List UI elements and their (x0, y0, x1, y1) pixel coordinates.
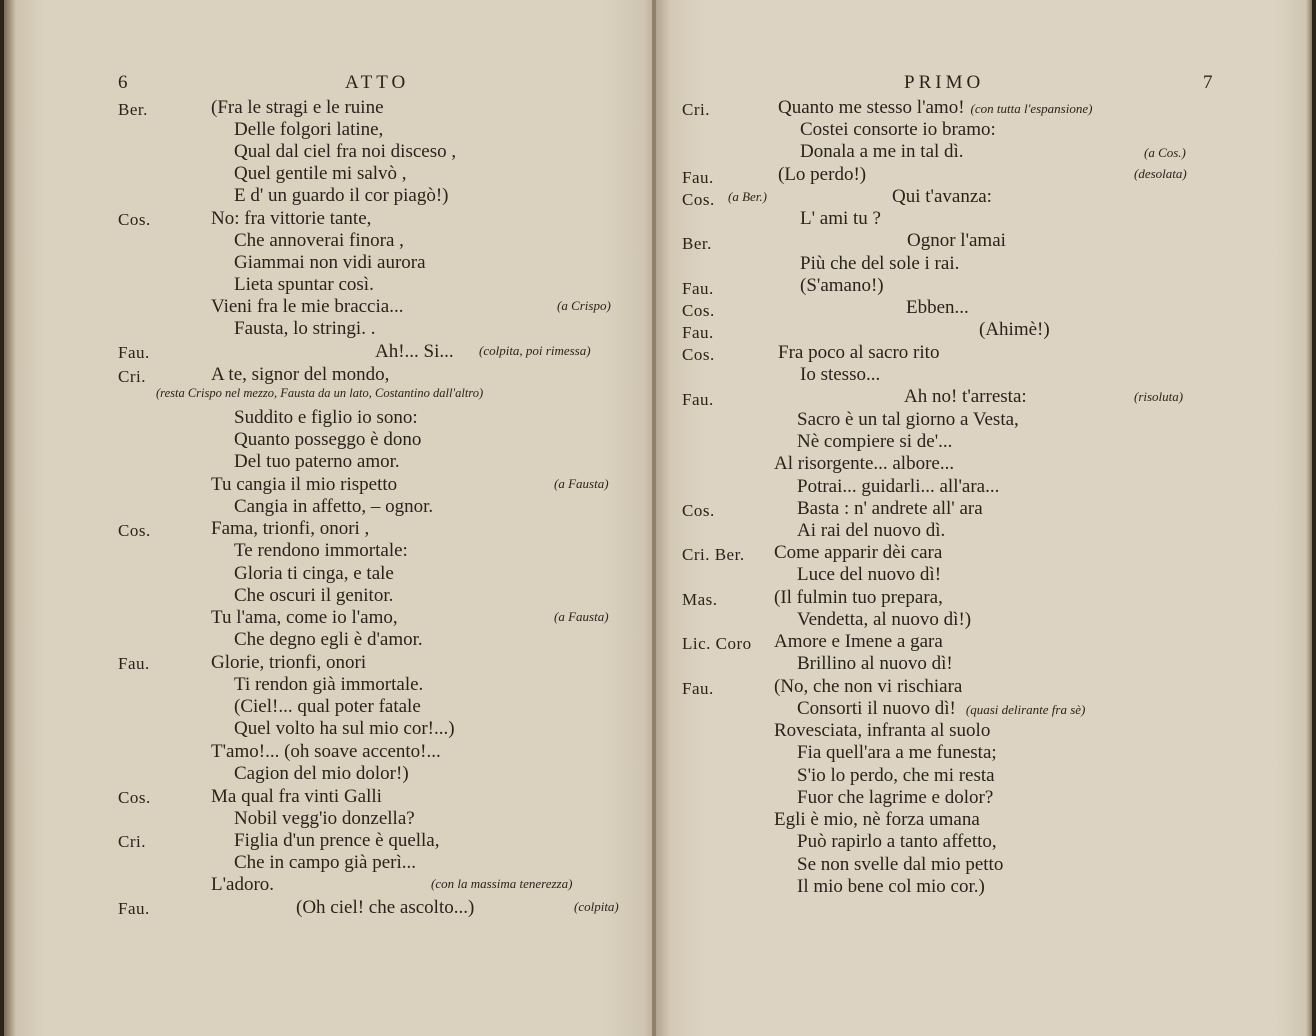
verse-line: Brillino al nuovo dì! (797, 653, 953, 674)
verse-line: Cangia in affetto, – ognor. (234, 496, 434, 517)
speaker-label: Cos. (682, 501, 715, 520)
verse-line (797, 698, 1085, 721)
verse-line: (No, che non vi rischiara (774, 676, 963, 697)
verse-line: (S'amano!) (800, 275, 884, 296)
verse-line: Donala a me in tal dì. (800, 141, 964, 162)
verse-line: Vendetta, al nuovo dì!) (797, 609, 972, 630)
verse-line: (Fra le stragi e le ruine (211, 97, 384, 118)
verse-line: (Il fulmin tuo prepara, (774, 587, 943, 608)
verse-line: Basta : n' andrete all' ara (797, 498, 983, 519)
verse-line: Luce del nuovo dì! (797, 564, 942, 585)
speaker-label: Cos. (118, 788, 151, 807)
verse-line: Sacro è un tal giorno a Vesta, (797, 409, 1019, 430)
speaker-label: Cos. (682, 190, 715, 209)
speaker-label: Mas. (682, 590, 718, 609)
stage-direction: (a Crispo) (557, 298, 611, 313)
verse-line: Fama, trionfi, onori , (211, 518, 370, 539)
verse-line: Del tuo paterno amor. (234, 451, 400, 472)
verse-line: Può rapirlo a tanto affetto, (797, 831, 997, 852)
speaker-label: Fau. (682, 390, 714, 409)
verse-line: Nobil vegg'io donzella? (234, 808, 415, 829)
verse-line: Che degno egli è d'amor. (234, 629, 423, 650)
verse-line: Figlia d'un prence è quella, (234, 830, 440, 851)
verse-line: Cagion del mio dolor!) (234, 763, 409, 784)
verse-line: E d' un guardo il cor piagò!) (234, 185, 449, 206)
stage-direction: (risoluta) (1134, 389, 1184, 404)
stage-direction: (quasi delirante fra sè) (965, 702, 1086, 717)
verse-line: Qui t'avanza: (892, 186, 992, 207)
verse-line: Potrai... guidarli... all'ara... (797, 476, 1000, 497)
verse-line: Quel volto ha sul mio cor!...) (234, 718, 455, 739)
stage-direction: (colpita, poi rimessa) (479, 343, 591, 358)
verse-line: Giammai non vidi aurora (234, 252, 426, 273)
stage-direction: (a Fausta) (554, 609, 609, 624)
verse-line: Ma qual fra vinti Galli (211, 786, 382, 807)
verse-line: (Lo perdo!) (778, 164, 867, 185)
speaker-label: Cos. (682, 345, 715, 364)
verse-line: A te, signor del mondo, (211, 364, 390, 385)
speaker-label: Fau. (118, 343, 150, 362)
verse-line: L' ami tu ? (800, 208, 881, 229)
verse-line: Ognor l'amai (907, 230, 1006, 251)
verse-line: Il mio bene col mio cor.) (797, 876, 985, 897)
verse-line: Ebben... (906, 297, 969, 318)
speaker-label: Cos. (118, 521, 151, 540)
speaker-label: Fau. (118, 899, 150, 918)
verse-line: Quel gentile mi salvò , (234, 163, 407, 184)
verse-line: (Ahimè!) (979, 319, 1050, 340)
verse-line: Egli è mio, nè forza umana (774, 809, 980, 830)
verse-line: Fra poco al sacro rito (778, 342, 940, 363)
verse-line: Qual dal ciel fra noi disceso , (234, 141, 457, 162)
verse-line: Fuor che lagrime e dolor? (797, 787, 994, 808)
verse-line: Lieta spuntar così. (234, 274, 374, 295)
speaker-label: Fau. (118, 654, 150, 673)
speaker-label: Cri. Ber. (682, 545, 745, 564)
stage-direction: (a Fausta) (554, 476, 609, 491)
verse-line: Glorie, trionfi, onori (211, 652, 367, 673)
verse-line: Delle folgori latine, (234, 119, 384, 140)
verse-text: Quanto me stesso l'amo! (778, 97, 965, 118)
verse-line: Gloria ti cinga, e tale (234, 563, 394, 584)
verse-line: S'io lo perdo, che mi resta (797, 765, 995, 786)
speaker-label: Fau. (682, 323, 714, 342)
speaker-label: Cos. (118, 210, 151, 229)
stage-direction: (resta Crispo nel mezzo, Fausta da un lato, Costantino dall'altro) (156, 386, 484, 400)
verse-line: Io stesso... (800, 364, 881, 385)
speaker-label: Ber. (118, 100, 148, 119)
speaker-label: Ber. (682, 234, 712, 253)
verse-line: Ti rendon già immortale. (234, 674, 424, 695)
verse-line (778, 97, 1092, 120)
verse-line: Ai rai del nuovo dì. (797, 520, 946, 541)
right-page (656, 0, 1312, 1036)
verse-line: Te rendono immortale: (234, 540, 408, 561)
stage-direction: (a Cos.) (1144, 145, 1186, 160)
verse-line: Ah no! t'arresta: (904, 386, 1027, 407)
verse-line: Amore e Imene a gara (774, 631, 943, 652)
verse-line: Ah!... Si... (375, 341, 454, 362)
verse-line: Rovesciata, infranta al suolo (774, 720, 991, 741)
verse-line: Tu cangia il mio rispetto (211, 474, 398, 495)
verse-line: L'adoro. (211, 874, 275, 895)
verse-line: Come apparir dèi cara (774, 542, 943, 563)
speaker-label: Cri. (118, 367, 146, 386)
stage-direction: (con la massima tenerezza) (431, 876, 573, 891)
stage-direction: (a Ber.) (728, 189, 767, 204)
running-header: PRIMO (904, 72, 985, 93)
page-number: 6 (118, 72, 128, 93)
verse-text: Consorti il nuovo dì! (797, 698, 956, 719)
verse-line: (Oh ciel! che ascolto...) (296, 897, 475, 918)
verse-line: Fausta, lo stringi. . (234, 318, 376, 339)
verse-line: (Ciel!... qual poter fatale (234, 696, 421, 717)
speaker-label: Cri. (682, 100, 710, 119)
verse-line: Che annoverai finora , (234, 230, 404, 251)
verse-line: Se non svelle dal mio petto (797, 854, 1004, 875)
running-header: ATTO (345, 72, 410, 93)
verse-line: Nè compiere si de'... (797, 431, 953, 452)
verse-line: Suddito e figlio io sono: (234, 407, 418, 428)
speaker-label: Cri. (118, 832, 146, 851)
stage-direction: (colpita) (574, 899, 619, 914)
verse-line: Più che del sole i rai. (800, 253, 960, 274)
verse-line: Tu l'ama, come io l'amo, (211, 607, 398, 628)
book-spread (4, 0, 1312, 1036)
speaker-label: Lic. Coro (682, 634, 752, 653)
verse-line: T'amo!... (oh soave accento!... (211, 741, 441, 762)
speaker-label: Fau. (682, 168, 714, 187)
verse-line: No: fra vittorie tante, (211, 208, 372, 229)
speaker-label: Cos. (682, 301, 715, 320)
left-page (4, 0, 656, 1036)
page-number: 7 (1203, 72, 1213, 93)
verse-line: Fia quell'ara a me funesta; (797, 742, 997, 763)
verse-line: Vieni fra le mie braccia... (211, 296, 404, 317)
speaker-label: Fau. (682, 679, 714, 698)
verse-line: Che oscuri il genitor. (234, 585, 394, 606)
stage-direction: (desolata) (1134, 166, 1187, 181)
speaker-label: Fau. (682, 279, 714, 298)
verse-line: Costei consorte io bramo: (800, 119, 996, 140)
verse-line: Al risorgente... albore... (774, 453, 955, 474)
verse-line: Quanto posseggo è dono (234, 429, 422, 450)
stage-direction: (con tutta l'espansione) (970, 101, 1093, 116)
verse-line: Che in campo già perì... (234, 852, 417, 873)
